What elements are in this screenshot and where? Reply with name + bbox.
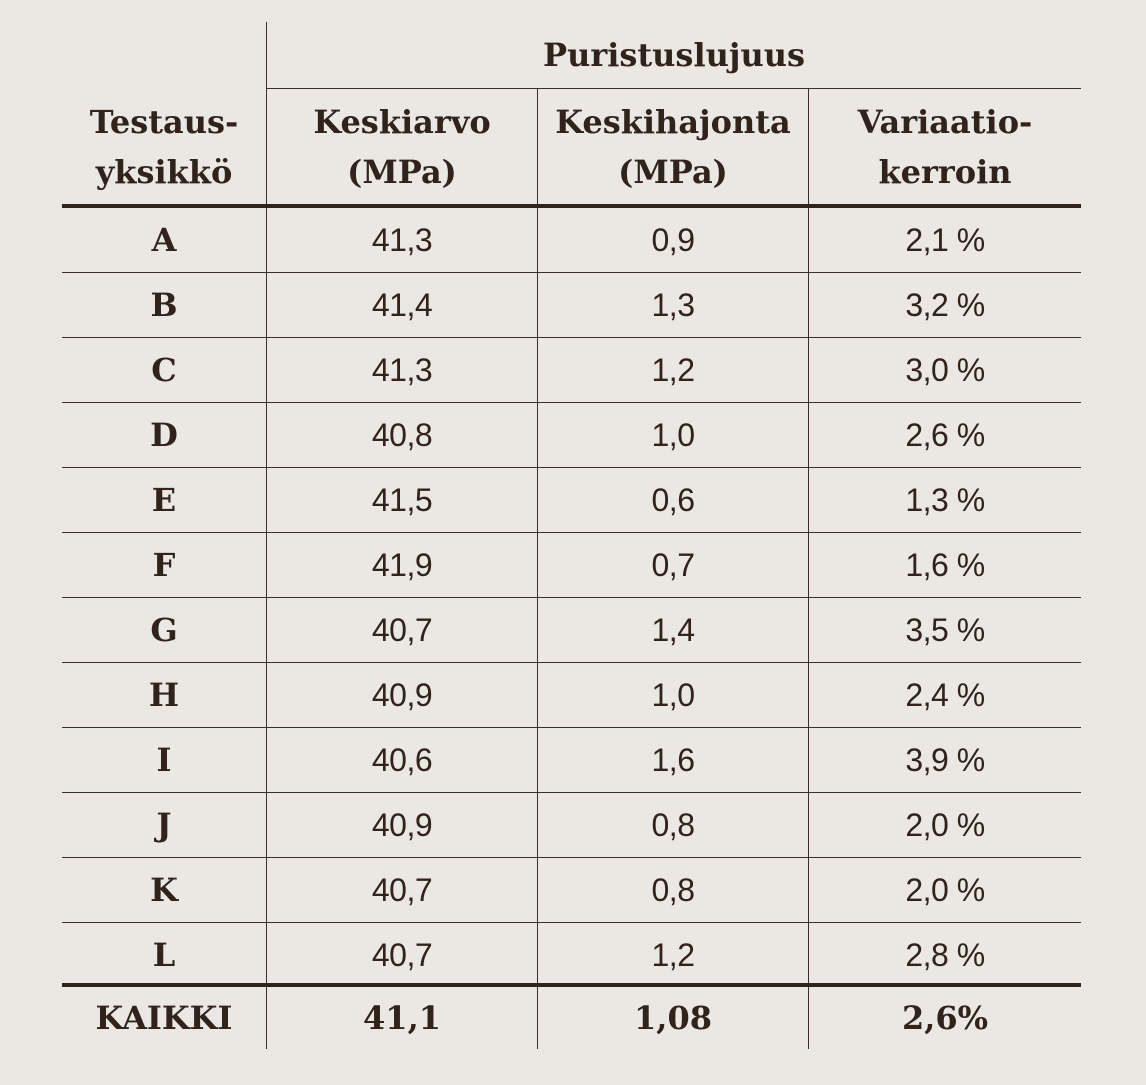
- compressive-strength-table: [62, 22, 1081, 1049]
- table-cell-unit: L: [152, 936, 176, 974]
- table-cell-unit: F: [152, 546, 176, 584]
- table-cell-std: 1,6: [651, 741, 695, 778]
- table-cell-mean: 41,3: [371, 351, 433, 388]
- table-cell-cv: 3,5 %: [905, 611, 985, 648]
- table-cell-std: 1,2: [651, 351, 695, 388]
- table-cell-std: 0,8: [651, 871, 695, 908]
- table-cell-unit: A: [151, 221, 177, 259]
- header-mean: Keskiarvo (MPa): [313, 102, 491, 191]
- table-cell-cv: 3,9 %: [905, 741, 985, 778]
- table-cell-unit: G: [150, 611, 178, 649]
- table-cell-cv: 2,4 %: [905, 676, 985, 713]
- group-header: Puristuslujuus: [543, 36, 805, 74]
- table-cell-cv: 2,0 %: [905, 871, 985, 908]
- table-cell-unit: D: [150, 416, 178, 454]
- table-cell-mean: 40,9: [371, 676, 433, 713]
- total-std: 1,08: [634, 999, 712, 1037]
- table-cell-std: 1,0: [651, 676, 695, 713]
- table-cell-std: 1,4: [651, 611, 695, 648]
- table-cell-mean: 41,9: [371, 546, 433, 583]
- table-cell-std: 0,9: [651, 221, 695, 258]
- table-cell-mean: 41,5: [371, 481, 433, 518]
- header-cv: Variaatio- kerroin: [857, 102, 1033, 191]
- table-cell-cv: 3,0 %: [905, 351, 985, 388]
- table-cell-std: 0,7: [651, 546, 695, 583]
- table-cell-cv: 2,8 %: [905, 936, 985, 973]
- table-cell-unit: I: [156, 741, 172, 779]
- table-cell-std: 1,0: [651, 416, 695, 453]
- table-cell-unit: K: [150, 871, 178, 909]
- table-cell-mean: 40,7: [371, 611, 433, 648]
- table-cell-mean: 40,9: [371, 806, 433, 843]
- table-cell-unit: C: [151, 351, 177, 389]
- total-mean: 41,1: [363, 999, 441, 1037]
- table-cell-std: 0,6: [651, 481, 695, 518]
- header-test-unit: Testaus- yksikkö: [89, 102, 239, 191]
- table-cell-unit: H: [148, 676, 180, 714]
- table-cell-unit: B: [150, 286, 178, 324]
- total-unit: KAIKKI: [95, 999, 233, 1037]
- header-std: Keskihajonta (MPa): [555, 102, 791, 191]
- table-cell-cv: 2,6 %: [905, 416, 985, 453]
- table-cell-cv: 1,6 %: [905, 546, 985, 583]
- table-cell-unit: J: [156, 806, 172, 844]
- table-cell-std: 0,8: [651, 806, 695, 843]
- table-cell-cv: 2,1 %: [905, 221, 985, 258]
- table-cell-mean: 40,7: [371, 936, 433, 973]
- table-cell-cv: 2,0 %: [905, 806, 985, 843]
- table-cell-mean: 41,4: [371, 286, 433, 323]
- table-cell-cv: 3,2 %: [905, 286, 985, 323]
- table-cell-mean: 41,3: [371, 221, 433, 258]
- table-cell-cv: 1,3 %: [905, 481, 985, 518]
- table-cell-std: 1,2: [651, 936, 695, 973]
- total-cv: 2,6%: [901, 999, 989, 1037]
- table-cell-unit: E: [151, 481, 177, 519]
- table-cell-mean: 40,7: [371, 871, 433, 908]
- table-cell-mean: 40,6: [371, 741, 433, 778]
- table-cell-std: 1,3: [651, 286, 695, 323]
- table-cell-mean: 40,8: [371, 416, 433, 453]
